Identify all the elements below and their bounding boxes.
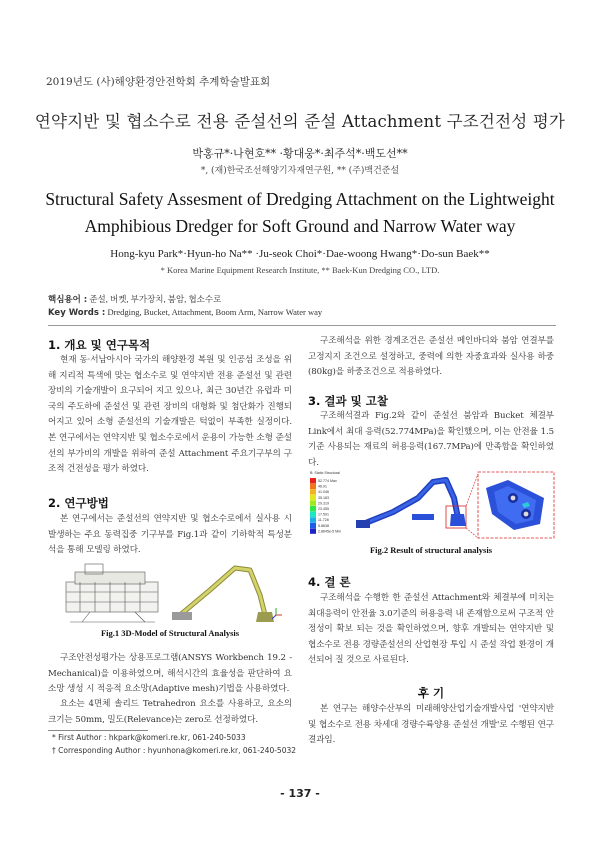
legend-swatch — [310, 517, 316, 522]
section-3-heading: 3. 결과 및 고찰 — [308, 394, 388, 408]
legend-value: 46.91 — [318, 484, 327, 489]
legend-swatch — [310, 478, 316, 483]
legend-value: 5.8638 — [318, 523, 329, 528]
boundary-conditions-text: 구조해석을 위한 경계조건은 준설선 메인바디와 붐암 연결부를 고정지지 조건으로 설정하고, 중력에 의한 자중효과와 실사용 하중(80kg)을 하중조건으로 적용하였다. — [308, 336, 554, 378]
section-2-text: 본 연구에서는 준설선의 연약지반 및 협소수로에서 실사용 시 발생하는 주요 동력집중 기구부를 Fig.1과 같이 기하학적 특성분석을 통해 모델링 하였다. — [48, 514, 292, 556]
legend-value: 29.319 — [318, 501, 329, 506]
section-4-text: 구조해석을 수행한 한 준설선 Attachment와 체결부에 미치는 최대응력이 안전율 3.0기준의 허용응력 내 존재함으로써 구조적 안정성이 확보 되는 것을 확인하였으며, 향후 개발되는 연약지반 및 협소수로 전용 경량준설선의 산업현장 투입 시 준설 작업 환경이 개선되어 질 것으로 사료된다. — [308, 593, 554, 666]
stress-legend — [310, 471, 341, 534]
legend-swatch — [310, 512, 316, 517]
page-number: - 137 - — [280, 787, 320, 800]
authors-english: Hong-kyu Park*·Hyun-ho Na** ·Ju-seok Choi*·Dae-woong Hwang*·Do-sun Baek** — [110, 248, 490, 260]
legend-value: 35.183 — [318, 495, 329, 500]
dredger-wireframe-icon — [66, 564, 158, 622]
section-1-text: 현재 동·서남아시아 국가의 해양환경 복원 및 인공섬 조성을 위해 지리적 특색에 맞는 협소수로 및 연약지반 전용 준설선 및 관련 장비의 기술개발이 요구되어 지고 있으나, 최근 30년간 유럽과 미국의 주도하에 준설선 및 관련 장비의 대형화 및 첨단화가 진행되어지고 있어 소형 준설선의 기술개발은 턱없이 부족한 실정이다. 본 연구에서는 연약지반 및 협소수로에서 운용이 가능한 소형 준설선의 부가비의 개발을 위하여 준설 Attachment 주요기구부의 구조적 건전성을 평가 하였다. — [48, 355, 292, 475]
section-1-heading: 1. 개요 및 연구목적 — [48, 338, 151, 352]
footnote-first-author: * First Author : hkpark@komeri.re.kr, 061-240-5033 — [52, 733, 246, 742]
legend-value: 11.728 — [318, 518, 329, 523]
legend-swatch — [310, 489, 316, 494]
legend-swatch — [310, 528, 316, 533]
boom-stress-icon — [356, 480, 466, 528]
section-4-heading: 4. 결 론 — [308, 575, 351, 589]
section-3-text: 구조해석결과 Fig.2와 같이 준설선 붐암과 Bucket 체결부 Link에서 최대 응력(52.774MPa)을 확인했으며, 이는 안전율 1.5기준 사용되는 재료의 허용응력(167.7MPa)에 만족함을 확인하였다. — [308, 411, 554, 468]
legend-swatch — [310, 495, 316, 500]
axis-triad-icon — [272, 608, 282, 619]
legend-value: 52.774 Max — [318, 479, 337, 483]
legend-swatch — [310, 523, 316, 528]
legend-title: B: Static Structural — [310, 471, 340, 475]
keywords-korean-label: 핵심용어 : — [48, 295, 88, 305]
affiliation-english: * Korea Marine Equipment Research Institute, ** Baek-Kun Dredging CO., LTD. — [160, 265, 440, 275]
legend-swatch — [310, 484, 316, 489]
keywords-english-label: Key Words : — [48, 308, 106, 318]
legend-swatch — [310, 506, 316, 511]
acknowledgement-text: 본 연구는 해양수산부의 미래해양산업기술개발사업 '연약지반 및 협소수로 전용 차세대 경량수륙양용 준설선 개발'로 수행된 연구 결과임. — [308, 704, 554, 746]
conference-header: 2019년도 (사)해양환경안전학회 추계학술발표회 — [46, 76, 271, 88]
section-2-text-2: 구조안전성평가는 상용프로그램(ANSYS Workbench 19.2 - Mechanical)을 이용하였으며, 해석시간의 효율성을 판단하여 요소망 생성 시 적응적 요소망(Adaptive mesh)기법을 사용하였다. — [48, 653, 292, 695]
figure-1-caption: Fig.1 3D-Model of Structural Analysis — [100, 628, 240, 638]
affiliation-korean: *, (재)한국조선해양기자재연구원, ** (주)백건준설 — [200, 166, 400, 176]
keywords-korean-text: 준설, 버켓, 부가장치, 붐암, 협소수로 — [89, 294, 222, 304]
keywords-english-text: Dredging, Bucket, Attachment, Boom Arm, Narrow Water way — [107, 307, 323, 317]
section-2-text-3: 요소는 4면체 솔리드 Tetrahedron 요소를 사용하고, 요소의 크기는 50mm, 밀도(Relevance)는 zero로 선정하였다. — [48, 699, 292, 725]
legend-swatch — [310, 500, 316, 505]
legend-value: 2.8645e-5 Min — [318, 529, 341, 534]
footnote-corresponding-author: † Corresponding Author : hyunhona@komeri.re.kr, 061-240-5032 — [52, 746, 297, 755]
figure-1-model — [60, 560, 285, 625]
authors-korean: 박홍규*·나현호** ·황대웅*·최주석*·백도선** — [192, 147, 408, 160]
acknowledgement-heading: 후 기 — [417, 686, 445, 700]
figure-2-caption: Fig.2 Result of structural analysis — [369, 545, 493, 555]
boom-arm-icon — [172, 568, 274, 622]
legend-value: 17.591 — [318, 512, 329, 517]
title-english: Structural Safety Assesment of Dredging Attachment on the Lightweight Amphibious Dredger for Soft Ground and Narrow Water way — [45, 189, 555, 236]
keywords-english — [48, 307, 322, 318]
footnote-rule — [48, 730, 148, 731]
figure-2-stress-result — [308, 468, 556, 540]
header-rule — [48, 325, 556, 326]
legend-value: 23.455 — [318, 507, 329, 511]
section-2-heading: 2. 연구방법 — [48, 496, 109, 510]
title-korean: 연약지반 및 협소수로 전용 준설선의 준설 Attachment 구조건전성 평가 — [34, 112, 566, 131]
legend-value: 41.046 — [318, 490, 329, 495]
keywords-korean — [48, 293, 221, 305]
